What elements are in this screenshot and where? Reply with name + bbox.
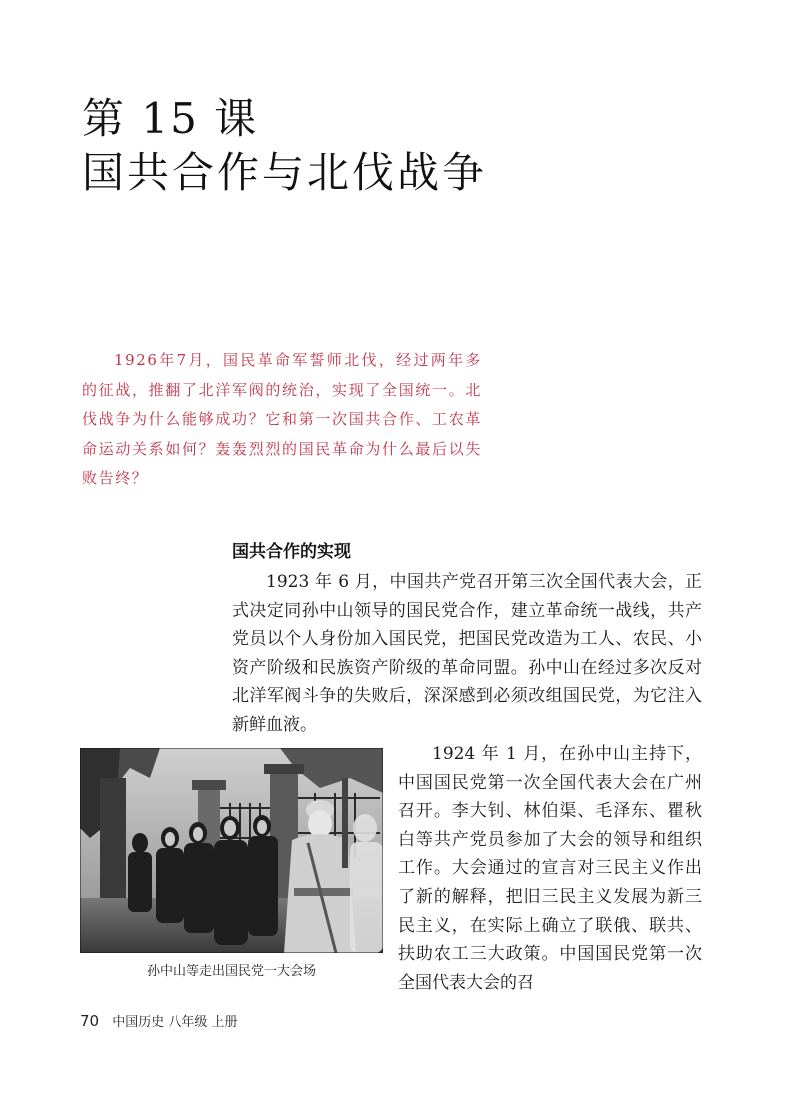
section-heading: 国共合作的实现 (232, 542, 351, 562)
lesson-title: 国共合作与北伐战争 (82, 148, 488, 197)
historical-photo (80, 748, 383, 953)
photo-illustration (80, 748, 383, 953)
body-paragraph-2: 1924 年 1 月，在孙中山主持下，中国国民党第一次全国代表大会在广州召开。李大钊、林伯渠、毛泽东、瞿秋白等共产党员参加了大会的领导和组织工作。大会通过的宣言对三民主义作出了新的解释，把旧三民主义发展为新三民主义，在实际上确立了联俄、联共、扶助农工三大政策。中国国民党第一次全国代表大会的召 (398, 744, 702, 993)
body-paragraph-1: 1923 年 6 月，中国共产党召开第三次全国代表大会，正式决定同孙中山领导的国民党合作，建立革命统一战线，共产党员以个人身份加入国民党，把国民党改造为工人、农民、小资产阶级和民族资产阶级的革命同盟。孙中山在经过多次反对北洋军阀斗争的失败后，深深感到必须改组国民党，为它注入新鲜血液。 (232, 572, 702, 735)
page-number: 70 (80, 1012, 100, 1030)
book-title: 中国历史 八年级 上册 (112, 1015, 238, 1030)
lesson-number: 第 15 课 (82, 94, 259, 143)
intro-paragraph: 1926年7月，国民革命军誓师北伐，经过两年多的征战，推翻了北洋军阀的统治，实现了全国统一。北伐战争为什么能够成功？它和第一次国共合作、工农革命运动关系如何？轰轰烈烈的国民革命为什么最后以失败告终？ (82, 351, 482, 487)
page-footer (80, 1011, 237, 1030)
photo-caption: 孙中山等走出国民党一大会场 (146, 964, 316, 979)
